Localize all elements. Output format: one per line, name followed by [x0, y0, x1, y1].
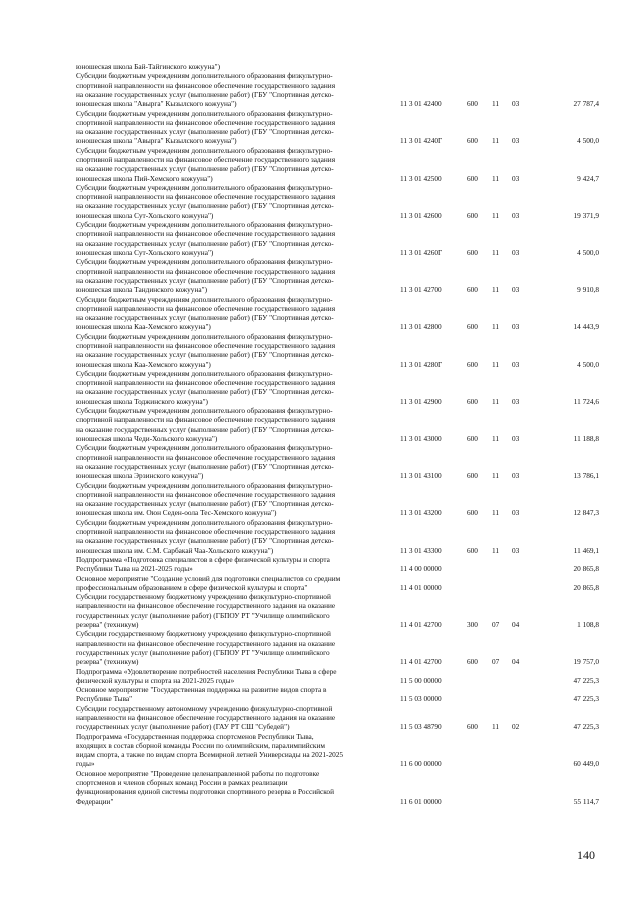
amount: 20 865,8 — [573, 582, 599, 592]
description-line: на оказание государственных услуг (выполнение работ) (ГБУ "Спортивная детско- — [76, 313, 334, 323]
amount: 60 449,0 — [573, 759, 599, 769]
description-line: Субсидии бюджетным учреждениям дополнительного образования физкультурно- — [76, 443, 333, 453]
amount: 4 500,0 — [577, 136, 599, 146]
amount: 12 847,3 — [573, 508, 599, 518]
target-code: 11 3 01 42500 — [400, 173, 442, 183]
row-description — [76, 574, 388, 593]
description-line: Основное мероприятие "Государственная поддержка на развитие видов спорта в — [76, 685, 327, 695]
table-row — [0, 574, 639, 593]
table-row — [0, 146, 639, 183]
row-description — [76, 332, 388, 369]
description-line: Субсидии государственному бюджетному учреждению физкультурно-спортивной — [76, 629, 331, 639]
table-row — [0, 481, 639, 518]
description-line: Подпрограмма «Удовлетворение потребностей населения Республики Тыва в сфере — [76, 666, 337, 676]
section-code: 11 — [492, 247, 500, 257]
description-line: спортивной направленности на финансовое обеспечение государственного задания — [76, 80, 336, 90]
target-code: 11 6 01 00000 — [400, 796, 442, 806]
subsection-code: 03 — [512, 136, 520, 146]
expense-type: 600 — [467, 136, 478, 146]
description-line: Субсидии бюджетным учреждениям дополнительного образования физкультурно- — [76, 331, 333, 341]
description-line: на оказание государственных услуг (выполнение работ) (ГБУ "Спортивная детско- — [76, 127, 334, 137]
target-code: 11 3 01 4260Г — [400, 247, 443, 257]
description-line: спортивной направленности на финансовое обеспечение государственного задания — [76, 303, 336, 313]
row-description — [76, 146, 388, 183]
subsection-code: 03 — [512, 433, 520, 443]
description-line: Подпрограмма «Государственная поддержка спортсменов Республики Тыва, — [76, 731, 314, 741]
subsection-code: 03 — [512, 210, 520, 220]
target-code: 11 5 03 00000 — [400, 694, 442, 704]
description-line: юношеская школа Каа-Хемского кожууна") — [76, 359, 211, 369]
description-line: юношеская школа "Авырга" Кызылского кожууна") — [76, 99, 237, 109]
description-line: Субсидии бюджетным учреждениям дополнительного образования физкультурно- — [76, 145, 333, 155]
description-line: Субсидии бюджетным учреждениям дополнительного образования физкультурно- — [76, 406, 333, 416]
amount: 47 225,3 — [573, 722, 599, 732]
description-line: Субсидии бюджетным учреждениям дополнительного образования физкультурно- — [76, 220, 333, 230]
table-row — [0, 71, 639, 108]
expense-type: 600 — [467, 322, 478, 332]
description-line: спортивной направленности на финансовое обеспечение государственного задания — [76, 266, 336, 276]
table-row — [0, 685, 639, 704]
section-code: 11 — [492, 396, 500, 406]
description-line: Субсидии бюджетным учреждениям дополнительного образования физкультурно- — [76, 480, 333, 490]
target-code: 11 3 01 4240Г — [400, 136, 443, 146]
description-line: государственных услуг (выполнение работ) (ГБПОУ РТ "Училище олимпийского — [76, 647, 330, 657]
amount: 47 225,3 — [573, 675, 599, 685]
description-line: государственных услуг (выполнение работ) (ГБПОУ РТ "Училище олимпийского — [76, 610, 330, 620]
row-description — [76, 732, 388, 769]
subsection-code: 02 — [512, 722, 520, 732]
amount: 19 371,9 — [573, 210, 599, 220]
amount: 4 500,0 — [577, 247, 599, 257]
row-description — [76, 592, 388, 629]
description-line: юношеская школа Тандинского кожууна") — [76, 285, 208, 295]
description-line: на оказание государственных услуг (выполнение работ) (ГБУ "Спортивная детско- — [76, 461, 334, 471]
table-row — [0, 769, 639, 806]
amount: 13 786,1 — [573, 471, 599, 481]
description-line: спортивной направленности на финансовое обеспечение государственного задания — [76, 117, 336, 127]
section-code: 11 — [492, 210, 500, 220]
subsection-code: 03 — [512, 471, 520, 481]
row-description — [76, 481, 388, 518]
amount: 27 787,4 — [573, 99, 599, 109]
table-row — [0, 183, 639, 220]
section-code: 11 — [492, 322, 500, 332]
description-line: физической культуры и спорта на 2021-2025 годы» — [76, 675, 235, 685]
description-line: юношеская школа Сут-Хольского кожууна") — [76, 210, 214, 220]
description-line: профессиональным образованием в сфере физической культуры и спорта" — [76, 582, 308, 592]
description-line: резерва" (техникум) — [76, 657, 139, 667]
description-line: юношеская школа Чеди-Хольского кожууна") — [76, 433, 218, 443]
section-code: 11 — [492, 285, 500, 295]
target-code: 11 3 01 42700 — [400, 285, 442, 295]
target-code: 11 3 01 4280Г — [400, 359, 443, 369]
description-line: юношеская школа "Авырга" Кызылского кожууна") — [76, 136, 237, 146]
description-line: юношеская школа Каа-Хемского кожууна") — [76, 322, 211, 332]
target-code: 11 6 00 00000 — [400, 759, 442, 769]
description-line: Субсидии бюджетным учреждениям дополнительного образования физкультурно- — [76, 368, 333, 378]
section-code: 11 — [492, 722, 500, 732]
description-line: на оказание государственных услуг (выполнение работ) (ГБУ "Спортивная детско- — [76, 89, 334, 99]
row-description — [76, 369, 388, 406]
description-line: направленности на финансовое обеспечение государственного задания на оказание — [76, 712, 336, 722]
target-code: 11 4 01 42700 — [400, 619, 442, 629]
description-line: на оказание государственных услуг (выполнение работ) (ГБУ "Спортивная детско- — [76, 350, 334, 360]
section-code: 11 — [492, 433, 500, 443]
description-line: направленности на финансовое обеспечение государственного задания на оказание — [76, 638, 336, 648]
table-row — [0, 257, 639, 294]
description-line: Субсидии государственному автономному учреждению физкультурно-спортивной — [76, 703, 333, 713]
amount: 14 443,9 — [573, 322, 599, 332]
description-line: направленности на финансовое обеспечение государственного задания на оказание — [76, 601, 336, 611]
description-line: спортивной направленности на финансовое обеспечение государственного задания — [76, 229, 336, 239]
description-line: на оказание государственных услуг (выполнение работ) (ГБУ "Спортивная детско- — [76, 499, 334, 509]
amount: 11 724,6 — [573, 396, 599, 406]
subsection-code: 03 — [512, 322, 520, 332]
description-line: Субсидии бюджетным учреждениям дополнительного образования физкультурно- — [76, 294, 333, 304]
section-code: 07 — [492, 657, 500, 667]
row-description — [76, 443, 388, 480]
section-code: 11 — [492, 136, 500, 146]
amount: 9 910,8 — [577, 285, 599, 295]
table-row — [0, 704, 639, 732]
subsection-code: 03 — [512, 285, 520, 295]
section-code: 11 — [492, 508, 500, 518]
amount: 11 188,8 — [573, 433, 599, 443]
description-line: спортивной направленности на финансовое обеспечение государственного задания — [76, 340, 336, 350]
description-line: Субсидии бюджетным учреждениям дополнительного образования физкультурно- — [76, 257, 333, 267]
row-description — [76, 109, 388, 146]
row-description — [76, 555, 388, 574]
description-line: резерва" (техникум) — [76, 619, 139, 629]
table-row — [0, 555, 639, 574]
row-description — [76, 62, 388, 71]
description-line: Подпрограмма «Подготовка специалистов в сфере физической культуры и спорта — [76, 554, 330, 564]
description-line: государственных услуг (выполнение работ) (ГАУ РТ СШ "Субедей") — [76, 722, 290, 732]
table-row — [0, 667, 639, 686]
table-row — [0, 592, 639, 629]
subsection-code: 03 — [512, 247, 520, 257]
table-row — [0, 62, 639, 71]
table-row — [0, 369, 639, 406]
row-description — [76, 518, 388, 555]
description-line: спортивной направленности на финансовое обеспечение государственного задания — [76, 489, 336, 499]
section-code: 07 — [492, 619, 500, 629]
amount: 19 757,0 — [573, 657, 599, 667]
target-code: 11 3 01 42800 — [400, 322, 442, 332]
expense-type: 600 — [467, 210, 478, 220]
description-line: Субсидии бюджетным учреждениям дополнительного образования физкультурно- — [76, 517, 333, 527]
amount: 20 865,8 — [573, 564, 599, 574]
description-line: Республики Тыва на 2021-2025 годы» — [76, 564, 193, 574]
expense-type: 600 — [467, 247, 478, 257]
description-line: спортивной направленности на финансовое обеспечение государственного задания — [76, 415, 336, 425]
expense-type: 600 — [467, 433, 478, 443]
table-row — [0, 109, 639, 146]
target-code: 11 3 01 42600 — [400, 210, 442, 220]
description-line: Основное мероприятие "Проведение целенаправленной работы по подготовке — [76, 768, 320, 778]
row-description — [76, 769, 388, 806]
description-line: спортивной направленности на финансовое обеспечение государственного задания — [76, 452, 336, 462]
subsection-code: 03 — [512, 508, 520, 518]
row-description — [76, 257, 388, 294]
row-description — [76, 295, 388, 332]
target-code: 11 5 03 48790 — [400, 722, 442, 732]
description-line: видам спорта, а также по видам спорта Всемирной летней Универсиады на 2021-2025 — [76, 750, 344, 760]
subsection-code: 03 — [512, 99, 520, 109]
expense-type: 600 — [467, 99, 478, 109]
section-code: 11 — [492, 471, 500, 481]
table-row — [0, 629, 639, 666]
row-description — [76, 667, 388, 686]
description-line: Федерации" — [76, 796, 114, 806]
section-code: 11 — [492, 173, 500, 183]
target-code: 11 3 01 43000 — [400, 433, 442, 443]
amount: 4 500,0 — [577, 359, 599, 369]
description-line: юношеская школа им. Оюн Седен-оола Тес-Хемского кожууна") — [76, 508, 277, 518]
table-row — [0, 332, 639, 369]
table-row — [0, 732, 639, 769]
description-line: Субсидии бюджетным учреждениям дополнительного образования физкультурно- — [76, 71, 333, 81]
description-line: Субсидии бюджетным учреждениям дополнительного образования физкультурно- — [76, 182, 333, 192]
target-code: 11 4 01 42700 — [400, 657, 442, 667]
description-line: юношеская школа Эрзинского кожууна") — [76, 471, 204, 481]
target-code: 11 5 00 00000 — [400, 675, 442, 685]
expense-type: 600 — [467, 359, 478, 369]
subsection-code: 03 — [512, 396, 520, 406]
section-code: 11 — [492, 99, 500, 109]
subsection-code: 03 — [512, 545, 520, 555]
subsection-code: 04 — [512, 657, 520, 667]
row-description — [76, 685, 388, 704]
description-line: функционирования единой системы подготовки спортивного резерва в Российской — [76, 787, 334, 797]
table-row — [0, 220, 639, 257]
expense-type: 600 — [467, 396, 478, 406]
row-description — [76, 71, 388, 108]
section-code: 11 — [492, 359, 500, 369]
table-row — [0, 406, 639, 443]
description-line: спортсменов и членов сборных команд России в рамках реализации — [76, 778, 288, 788]
description-line: спортивной направленности на финансовое обеспечение государственного задания — [76, 378, 336, 388]
amount: 11 469,1 — [573, 545, 599, 555]
subsection-code: 03 — [512, 173, 520, 183]
table-row — [0, 295, 639, 332]
description-line: на оказание государственных услуг (выполнение работ) (ГБУ "Спортивная детско- — [76, 536, 334, 546]
description-line: на оказание государственных услуг (выполнение работ) (ГБУ "Спортивная детско- — [76, 387, 334, 397]
expense-type: 600 — [467, 722, 478, 732]
target-code: 11 4 00 00000 — [400, 564, 442, 574]
description-line: годы» — [76, 759, 95, 769]
target-code: 11 3 01 43300 — [400, 545, 442, 555]
description-line: спортивной направленности на финансовое обеспечение государственного задания — [76, 154, 336, 164]
target-code: 11 3 01 43200 — [400, 508, 442, 518]
table-row — [0, 518, 639, 555]
description-line: юношеская школа им. С.М. Сарбакай Чаа-Хольского кожууна") — [76, 545, 274, 555]
description-line: на оказание государственных услуг (выполнение работ) (ГБУ "Спортивная детско- — [76, 164, 334, 174]
row-description — [76, 220, 388, 257]
amount: 1 108,8 — [577, 619, 599, 629]
target-code: 11 3 01 43100 — [400, 471, 442, 481]
target-code: 11 3 01 42900 — [400, 396, 442, 406]
amount: 55 114,7 — [573, 796, 599, 806]
expense-type: 600 — [467, 173, 478, 183]
amount: 47 225,3 — [573, 694, 599, 704]
table-row — [0, 443, 639, 480]
row-description — [76, 629, 388, 666]
section-code: 11 — [492, 545, 500, 555]
page-number: 140 — [577, 848, 595, 862]
description-line: юношеская школа Сут-Хольского кожууна") — [76, 247, 214, 257]
row-description — [76, 704, 388, 732]
description-line: на оказание государственных услуг (выполнение работ) (ГБУ "Спортивная детско- — [76, 424, 334, 434]
target-code: 11 4 01 00000 — [400, 582, 442, 592]
subsection-code: 04 — [512, 619, 520, 629]
expense-type: 600 — [467, 545, 478, 555]
description-line: Субсидии государственному бюджетному учреждению физкультурно-спортивной — [76, 592, 331, 602]
amount: 9 424,7 — [577, 173, 599, 183]
description-line: юношеская школа Бай-Тайгинского кожууна") — [76, 62, 221, 71]
expense-type: 600 — [467, 657, 478, 667]
expense-type: 600 — [467, 471, 478, 481]
description-line: спортивной направленности на финансовое обеспечение государственного задания — [76, 526, 336, 536]
expense-type: 600 — [467, 508, 478, 518]
description-line: юношеская школа Пий-Хемского кожууна") — [76, 173, 213, 183]
description-line: Основное мероприятие "Создание условий для подготовки специалистов со средним — [76, 573, 341, 583]
target-code: 11 3 01 42400 — [400, 99, 442, 109]
row-description — [76, 406, 388, 443]
description-line: Субсидии бюджетным учреждениям дополнительного образования физкультурно- — [76, 108, 333, 118]
expense-type: 300 — [467, 619, 478, 629]
row-description — [76, 183, 388, 220]
description-line: на оказание государственных услуг (выполнение работ) (ГБУ "Спортивная детско- — [76, 275, 334, 285]
description-line: Республике Тыва" — [76, 694, 133, 704]
description-line: на оказание государственных услуг (выполнение работ) (ГБУ "Спортивная детско- — [76, 201, 334, 211]
description-line: входящих в состав сборной команды России по олимпийским, паралимпийским — [76, 740, 325, 750]
description-line: юношеская школа Тоджинского кожууна") — [76, 396, 208, 406]
expense-type: 600 — [467, 285, 478, 295]
description-line: спортивной направленности на финансовое обеспечение государственного задания — [76, 192, 336, 202]
subsection-code: 03 — [512, 359, 520, 369]
description-line: на оказание государственных услуг (выполнение работ) (ГБУ "Спортивная детско- — [76, 238, 334, 248]
